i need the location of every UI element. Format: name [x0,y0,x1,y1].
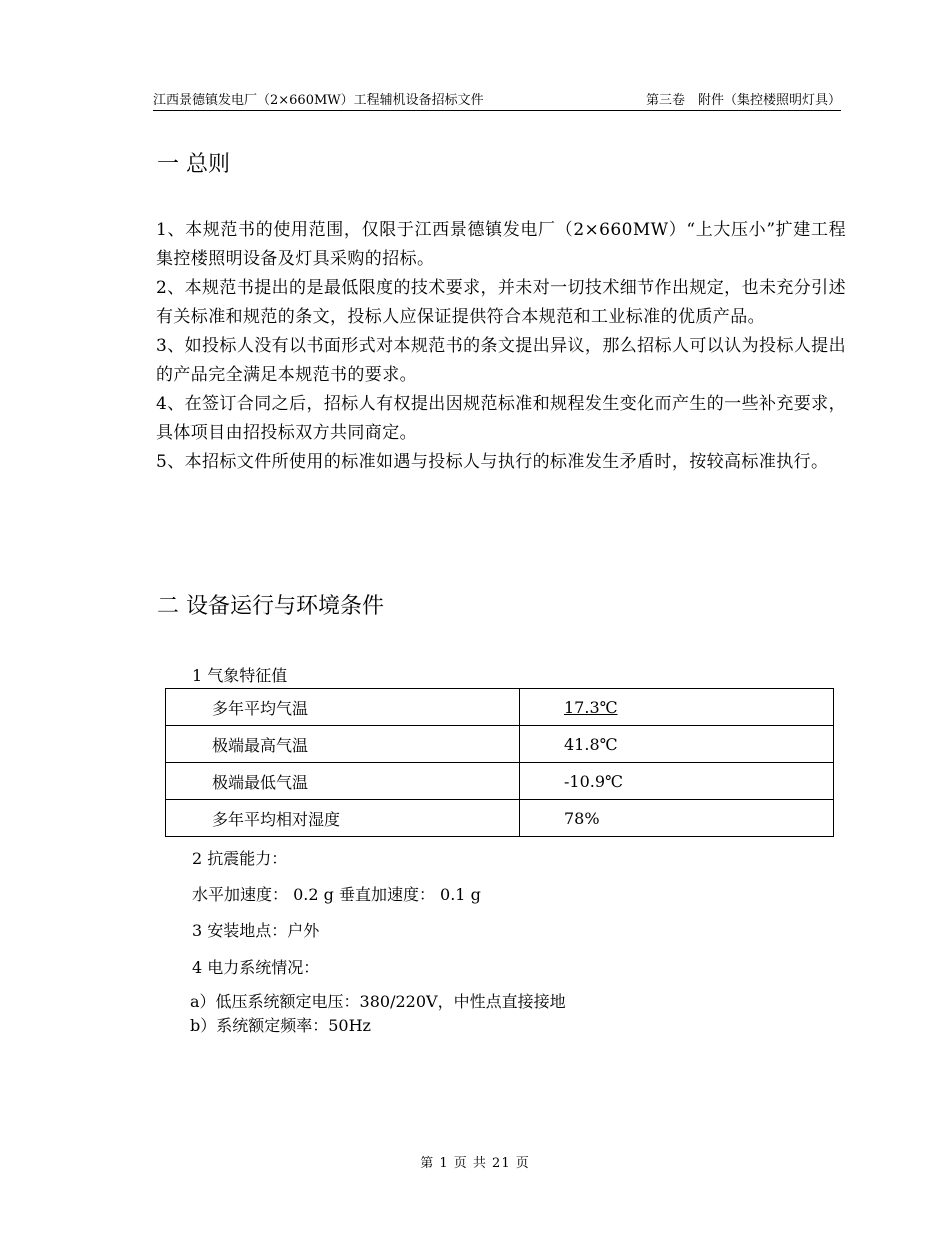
climate-label: 极端最低气温 [166,763,520,800]
climate-label: 多年平均气温 [166,689,520,726]
climate-table [165,688,834,837]
header-left-title: 江西景德镇发电厂（2×660MW）工程辅机设备招标文件 [153,93,484,108]
table-row [166,800,834,837]
running-header [153,91,841,111]
seismic-heading: 2 抗震能力： [192,849,288,868]
paragraph-5: 5、本招标文件所使用的标准如遇与投标人与执行的标准发生矛盾时，按较高标准执行。 [156,452,829,472]
paragraph-1: 1、本规范书的使用范围，仅限于江西景德镇发电厂（2×660MW）“上大压小”扩建工程集控楼照明设备及灯具采购的招标。 [156,220,846,269]
paragraph-2: 2、本规范书提出的是最低限度的技术要求，并未对一切技术细节作出规定，也未充分引述有关标准和规范的条文，投标人应保证提供符合本规范和工业标准的优质产品。 [156,278,846,327]
table-row [166,763,834,800]
climate-value-text: 17.3℃ [564,697,618,717]
climate-label: 多年平均相对湿度 [166,800,520,837]
table-row [166,689,834,726]
section-2-title: 二 设备运行与环境条件 [157,594,384,619]
climate-heading: 1 气象特征值 [192,666,288,685]
power-item-b: b）系统额定频率：50Hz [190,1016,371,1035]
section-1-title: 一 总则 [157,152,230,177]
climate-label: 极端最高气温 [166,726,520,763]
paragraph-4: 4、在签订合同之后，招标人有权提出因规范标准和规程发生变化而产生的一些补充要求，具体项目由招投标双方共同商定。 [156,394,846,443]
section-1-body [156,216,846,477]
power-item-a: a）低压系统额定电压：380/220V，中性点直接接地 [190,992,566,1011]
climate-value: 78% [520,800,834,837]
page-number: 第 1 页 共 21 页 [420,1156,530,1171]
climate-value: -10.9℃ [520,763,834,800]
seismic-values: 水平加速度： 0.2 g 垂直加速度： 0.1 g [192,885,481,904]
climate-value [520,689,834,726]
climate-value: 41.8℃ [520,726,834,763]
power-heading: 4 电力系统情况： [192,958,320,977]
header-right-title: 第三卷 附件（集控楼照明灯具） [645,93,841,108]
paragraph-3: 3、如投标人没有以书面形式对本规范书的条文提出异议，那么招标人可以认为投标人提出的产品完全满足本规范书的要求。 [156,336,846,385]
table-row [166,726,834,763]
install-site: 3 安装地点：户外 [192,921,320,940]
